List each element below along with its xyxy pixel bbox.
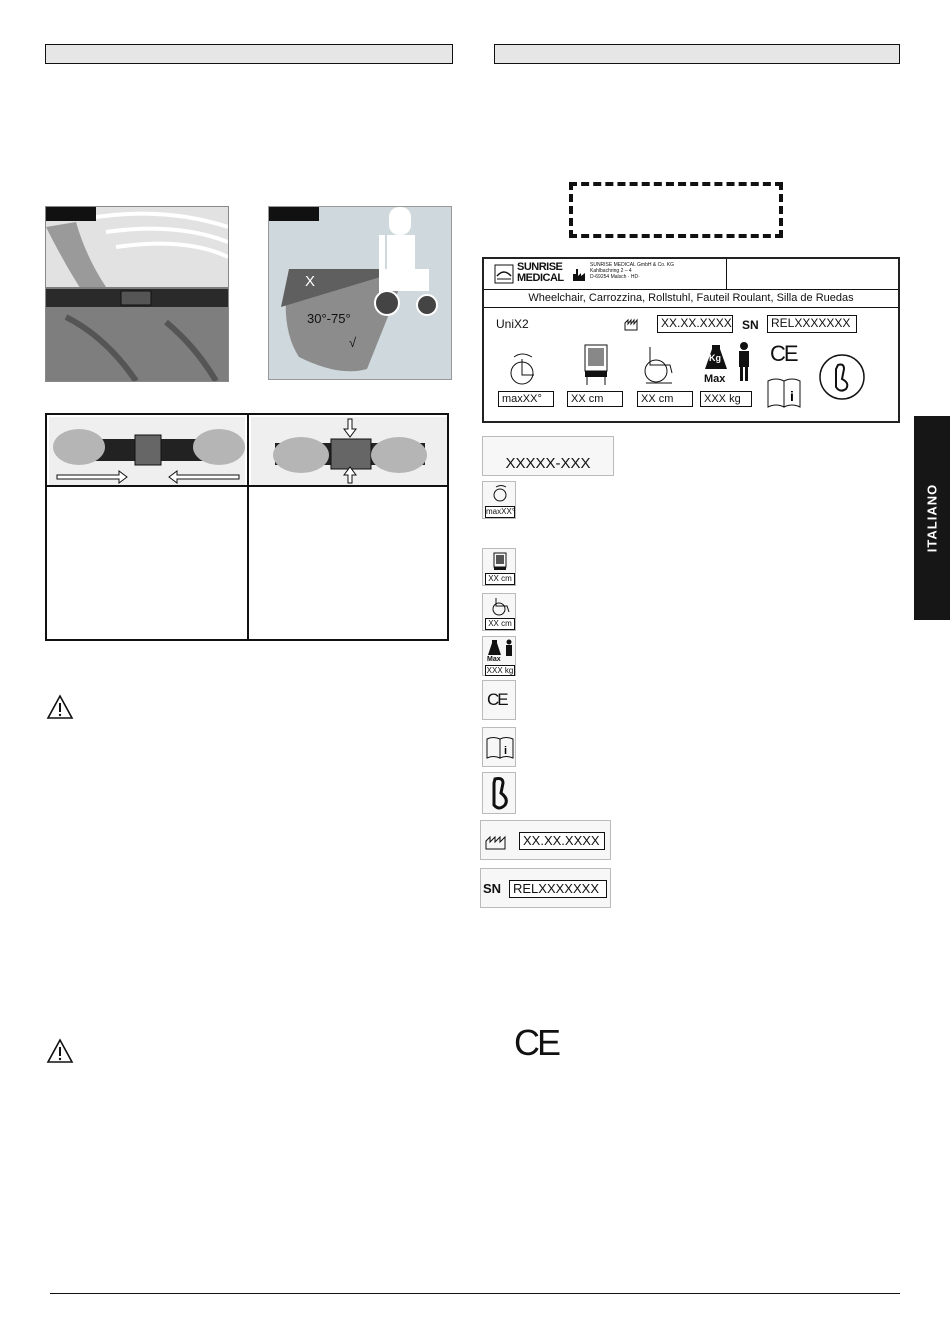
- table-divider: [247, 415, 249, 639]
- sunrise-logo-icon: [494, 264, 514, 284]
- label-sn: SN: [742, 318, 759, 332]
- model-name: UniX2: [496, 317, 529, 331]
- seat-depth-icon: [491, 596, 511, 616]
- symbol-date: [480, 820, 611, 860]
- legend-date-box: XX.XX.XXXX: [519, 832, 605, 850]
- angle-label-x: X: [305, 273, 316, 290]
- symbol-weight: [482, 636, 516, 676]
- mini-max: Max: [487, 656, 501, 663]
- symbol-serial: [480, 868, 611, 908]
- symbol-max-angle: [482, 481, 516, 519]
- seat-width-icon: [493, 552, 507, 572]
- mini-max-angle: maxXX°: [486, 507, 515, 516]
- tilt-angle-icon: [508, 349, 540, 389]
- warning-icon: [46, 1038, 74, 1064]
- manufacture-date-icon: [485, 834, 507, 850]
- figure-tag: [269, 207, 319, 221]
- warning-icon: [46, 694, 74, 720]
- buckle-close-photo: [251, 417, 447, 485]
- manufacturer-icon: [572, 268, 586, 282]
- transport-hook-icon: [489, 777, 511, 811]
- brand-name-2: MEDICAL: [517, 272, 564, 284]
- manual-icon: [486, 736, 514, 760]
- label-depth: XX cm: [637, 391, 693, 407]
- mini-depth: XX cm: [485, 618, 515, 630]
- symbol-transport-hook: [482, 772, 516, 814]
- label-width: XX cm: [567, 391, 623, 407]
- mini-weight: XXX kg: [486, 666, 514, 675]
- company-line: SUNRISE MEDICAL GmbH & Co. KG: [590, 262, 674, 268]
- ce-mark-large-icon: CE: [514, 1022, 559, 1063]
- ce-mark-icon: CE: [487, 690, 507, 709]
- manual-icon: [766, 377, 802, 409]
- code-text: XXXXX-XXX: [505, 455, 591, 472]
- belt-photo-illustration: [46, 207, 228, 381]
- code-box: [482, 436, 614, 476]
- legend-sn: SN: [483, 881, 502, 896]
- belt-photo: [45, 206, 229, 382]
- wheelchair-languages: Wheelchair, Carrozzina, Rollstuhl, Fauteil Roulant, Silla de Ruedas: [484, 289, 898, 308]
- angle-diagram: [268, 206, 452, 380]
- symbol-manual: [482, 727, 516, 767]
- mini-width: XX cm: [485, 573, 515, 585]
- label-serial-box: RELXXXXXXX: [767, 315, 857, 333]
- label-divider: [726, 259, 727, 289]
- symbol-depth: [482, 593, 516, 631]
- company-address: [590, 262, 674, 280]
- svg-text:i: i: [504, 745, 508, 757]
- transport-hook-icon: [818, 353, 866, 401]
- company-line: D-69254 Malsch · HD·: [590, 274, 640, 280]
- symbol-ce: [482, 680, 516, 720]
- tilt-angle-icon: [492, 484, 510, 502]
- table-divider: [47, 485, 447, 487]
- angle-label-range: 30°-75°: [307, 311, 351, 326]
- placeholder-dashed-box: [569, 182, 783, 238]
- label-date-box: XX.XX.XXXX: [657, 315, 733, 333]
- language-tab-label: ITALIANO: [924, 483, 940, 553]
- label-kg: Kg: [709, 353, 721, 363]
- seat-width-icon: [581, 343, 611, 387]
- right-section-header: [494, 44, 900, 64]
- brand-name-1: SUNRISE: [517, 261, 563, 273]
- angle-diagram-illustration: [269, 207, 451, 379]
- buckle-table: [45, 413, 449, 641]
- symbol-width: [482, 548, 516, 586]
- product-label: [482, 257, 900, 423]
- figure-tag: [46, 207, 96, 221]
- buckle-open-photo: [49, 417, 245, 485]
- svg-text:i: i: [790, 388, 794, 404]
- left-section-header: [45, 44, 453, 64]
- language-side-tab: [914, 416, 950, 620]
- label-max-angle: maxXX°: [498, 391, 554, 407]
- angle-label-ok: √: [349, 335, 357, 350]
- person-icon: [736, 341, 752, 383]
- company-line: Kahlbachring 2 – 4: [590, 268, 632, 274]
- label-max: Max: [704, 373, 726, 385]
- seat-depth-icon: [642, 343, 678, 387]
- manufacture-date-icon: [624, 317, 640, 331]
- footer-rule: [50, 1293, 900, 1294]
- legend-serial-box: RELXXXXXXX: [509, 880, 607, 898]
- weight-icon: [487, 639, 515, 657]
- label-weight: XXX kg: [700, 391, 752, 407]
- ce-mark-icon: CE: [770, 341, 797, 366]
